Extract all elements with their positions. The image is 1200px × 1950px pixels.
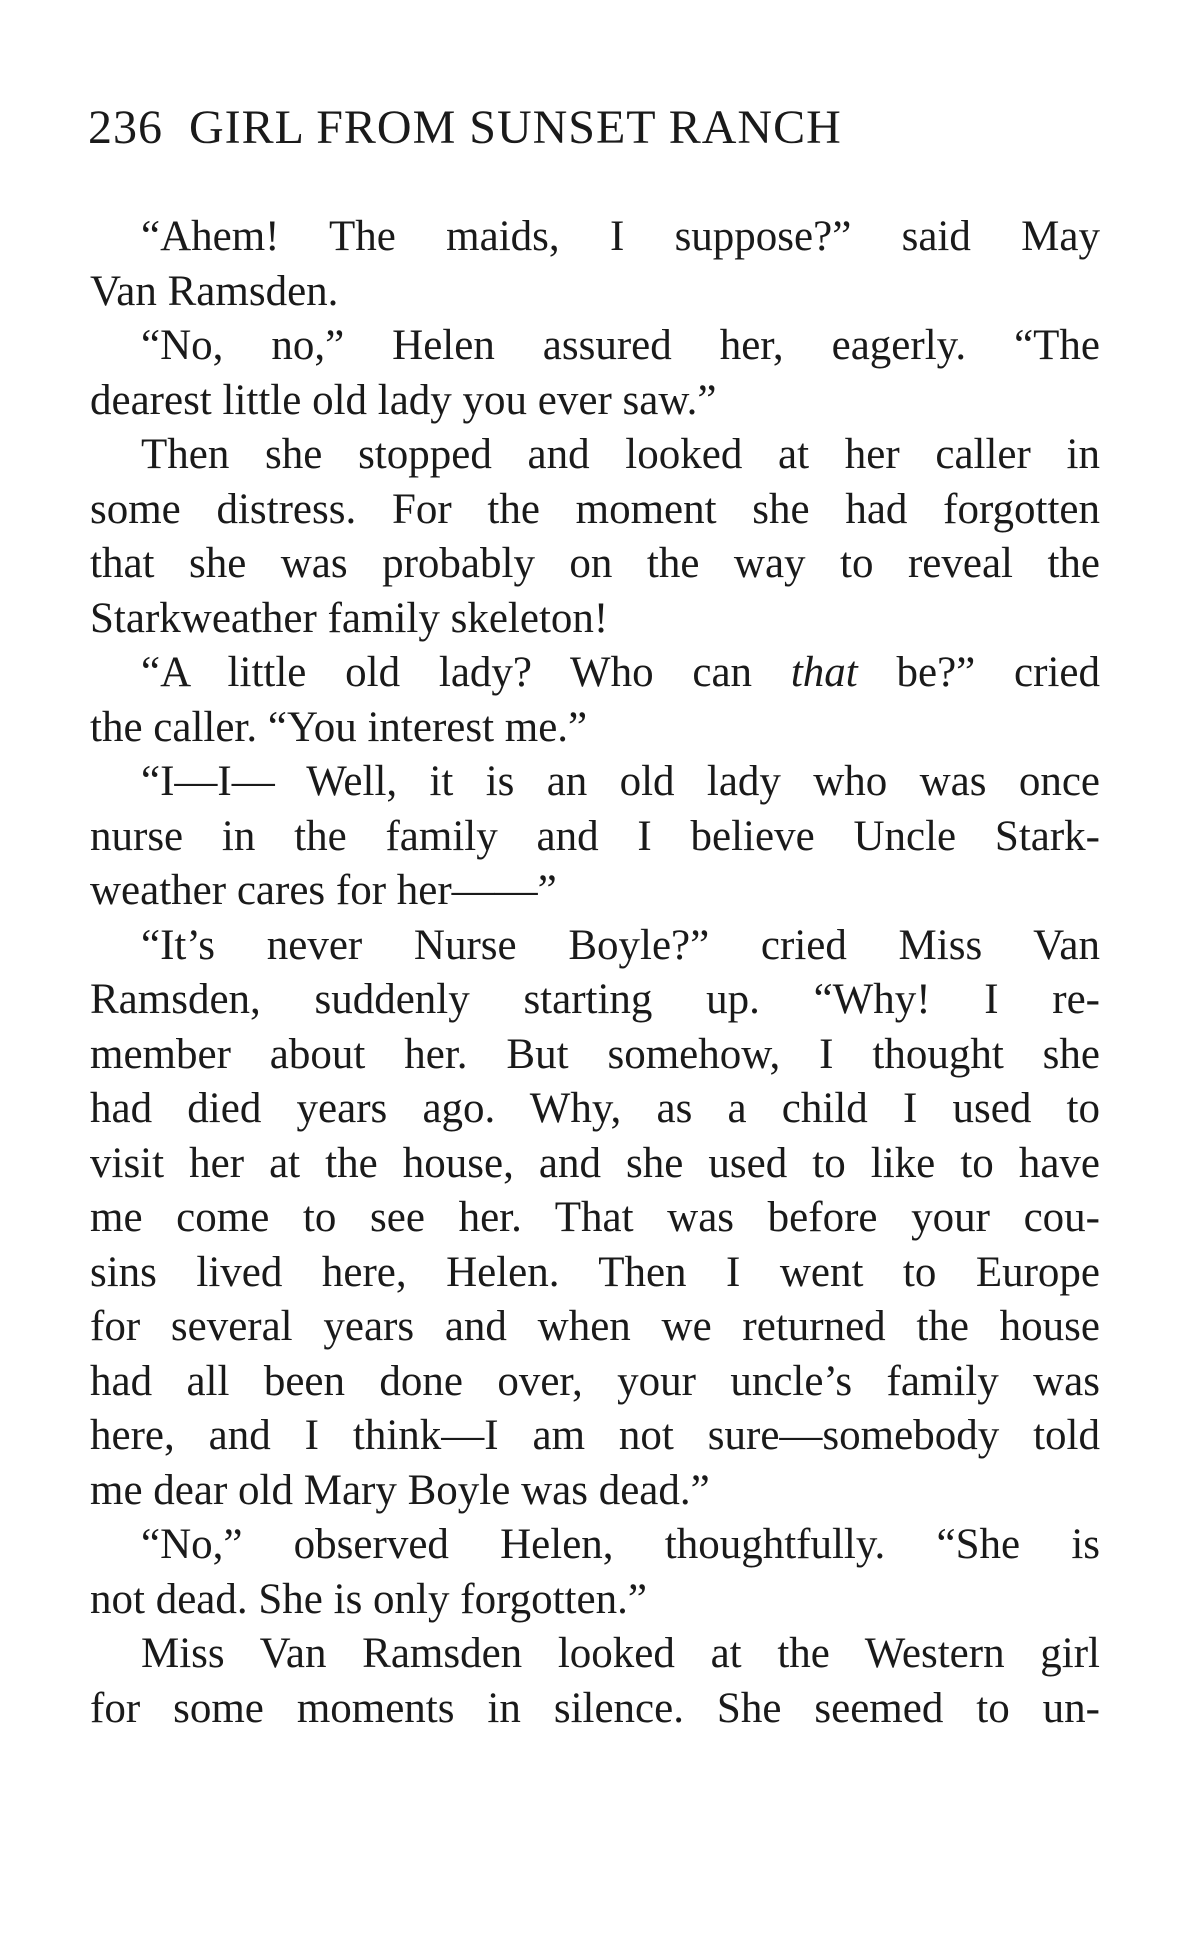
text-line: for some moments in silence. She seemed to un- [90, 1684, 1100, 1732]
running-title: GIRL FROM SUNSET RANCH [189, 101, 842, 154]
text-line: me come to see her. That was before your cou- [90, 1194, 1100, 1241]
text-line: “Ahem! The maids, I suppose?” said May [141, 213, 1100, 260]
body-text [90, 210, 1100, 1736]
text-line: Miss Van Ramsden looked at the Western girl [141, 1630, 1100, 1677]
text-line: Ramsden, suddenly starting up. “Why! I re- [90, 976, 1100, 1023]
text-line: for several years and when we returned the house [90, 1303, 1100, 1350]
text-line: me dear old Mary Boyle was dead.” [90, 1466, 710, 1514]
emphasis: that [790, 649, 858, 696]
text-line: here, and I think—I am not sure—somebody told [90, 1412, 1100, 1459]
text-line: member about her. But somehow, I thought she [90, 1030, 1100, 1078]
text-line: the caller. “You interest me.” [90, 703, 588, 751]
text-line: “A little old lady? Who can that be?” cried [141, 649, 1100, 696]
running-header [88, 100, 842, 155]
page-number: 236 [88, 101, 163, 154]
text-line: visit her at the house, and she used to like to have [90, 1139, 1100, 1187]
text-line: “It’s never Nurse Boyle?” cried Miss Van [141, 921, 1100, 969]
text-line: “No,” observed Helen, thoughtfully. “She is [141, 1521, 1100, 1568]
text-line: sins lived here, Helen. Then I went to Europe [90, 1248, 1100, 1296]
text-line: “No, no,” Helen assured her, eagerly. “The [141, 322, 1100, 369]
text-line: had died years ago. Why, as a child I used to [90, 1085, 1100, 1132]
text-line: Van Ramsden. [90, 267, 339, 315]
text-line: dearest little old lady you ever saw.” [90, 376, 717, 424]
text-line: not dead. She is only forgotten.” [90, 1575, 647, 1623]
text-line: “I—I— Well, it is an old lady who was once [141, 758, 1100, 805]
text-line: Then she stopped and looked at her caller in [141, 431, 1100, 478]
text-line: had all been done over, your uncle’s family was [90, 1357, 1100, 1405]
text-line: that she was probably on the way to reveal the [90, 540, 1100, 587]
text-line: Starkweather family skeleton! [90, 594, 609, 642]
text-line: nurse in the family and I believe Uncle Stark- [90, 812, 1100, 860]
text-line: some distress. For the moment she had forgotten [90, 485, 1100, 533]
text-line: weather cares for her——” [90, 867, 557, 914]
